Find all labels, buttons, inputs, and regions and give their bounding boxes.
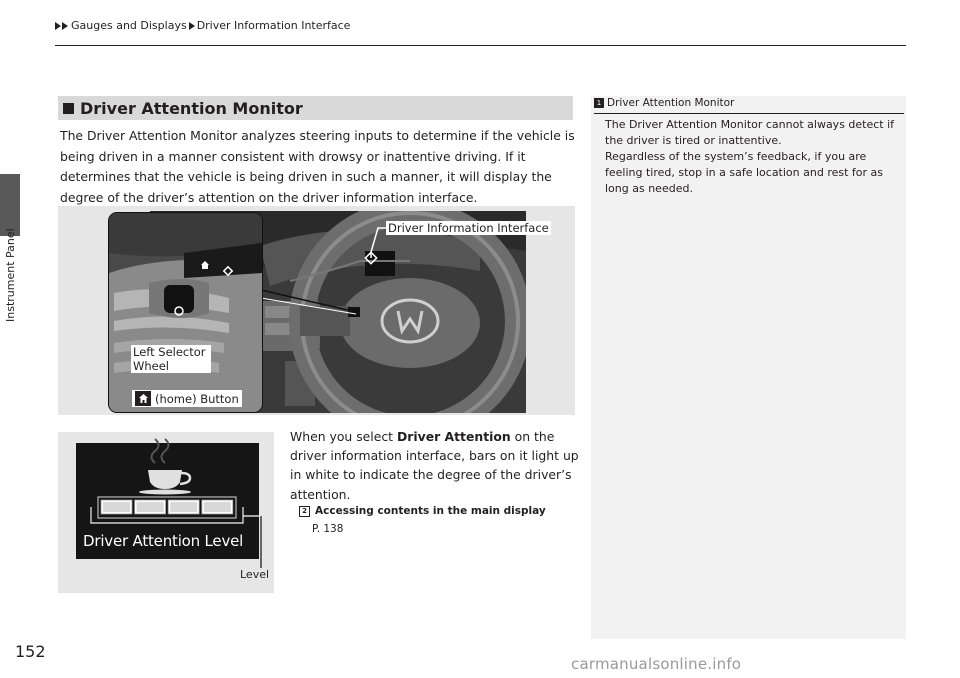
attention-bar-inner — [137, 502, 164, 512]
attention-bar-inner — [204, 502, 231, 512]
section-title: Driver Attention Monitor — [80, 98, 303, 118]
callout-home-button-label: (home) Button — [155, 391, 239, 406]
callout-left-selector-wheel: Left Selector Wheel — [131, 345, 211, 373]
sidebar-body: The Driver Attention Monitor cannot always detect if the driver is tired or inattentive. Regardless of the system’s feedback, if you are feeling tired, stop in a safe location and rest for as long as needed. — [605, 118, 895, 195]
breadcrumb-item-gauges[interactable]: Gauges and Displays — [71, 19, 187, 32]
cross-reference-text[interactable]: Accessing contents in the main display — [315, 505, 546, 517]
description-text-after: on the driver information interface, bars on it light up in white to indicate the degree of the driver’s attention. — [290, 429, 579, 502]
sidebar-heading — [594, 97, 734, 109]
description-text-before: When you select — [290, 429, 397, 444]
coffee-cup-icon — [139, 439, 191, 495]
attention-level-display-text: Driver Attention Level — [83, 532, 244, 550]
attention-bar-inner — [103, 502, 130, 512]
page-number: 152 — [15, 642, 46, 661]
cross-reference-icon: 2 — [299, 506, 310, 517]
watermark[interactable]: carmanualsonline.info — [571, 655, 742, 673]
breadcrumb-item-dii[interactable]: Driver Information Interface — [196, 19, 351, 32]
attention-bars — [101, 500, 233, 514]
side-tab-label: Instrument Panel — [4, 228, 17, 322]
callout-driver-information-interface: Driver Information Interface — [388, 221, 549, 235]
sidebar-marker-icon: 1 — [594, 98, 604, 108]
intro-paragraph: The Driver Attention Monitor analyzes steering inputs to determine if the vehicle is being driven in a manner consistent with drowsy or inattentive driving. If it determines that the vehicle is being driven in such a manner, it will display the degree of the driver’s attention on the driver information interface. — [60, 128, 575, 205]
callout-level: Level — [240, 568, 270, 581]
description-bold-term: Driver Attention — [396, 429, 511, 444]
sidebar-heading-text: Driver Attention Monitor — [607, 97, 735, 109]
cross-reference-page[interactable]: P. 138 — [312, 523, 344, 535]
attention-bar-inner — [170, 502, 197, 512]
sidebar-rule — [594, 113, 904, 114]
